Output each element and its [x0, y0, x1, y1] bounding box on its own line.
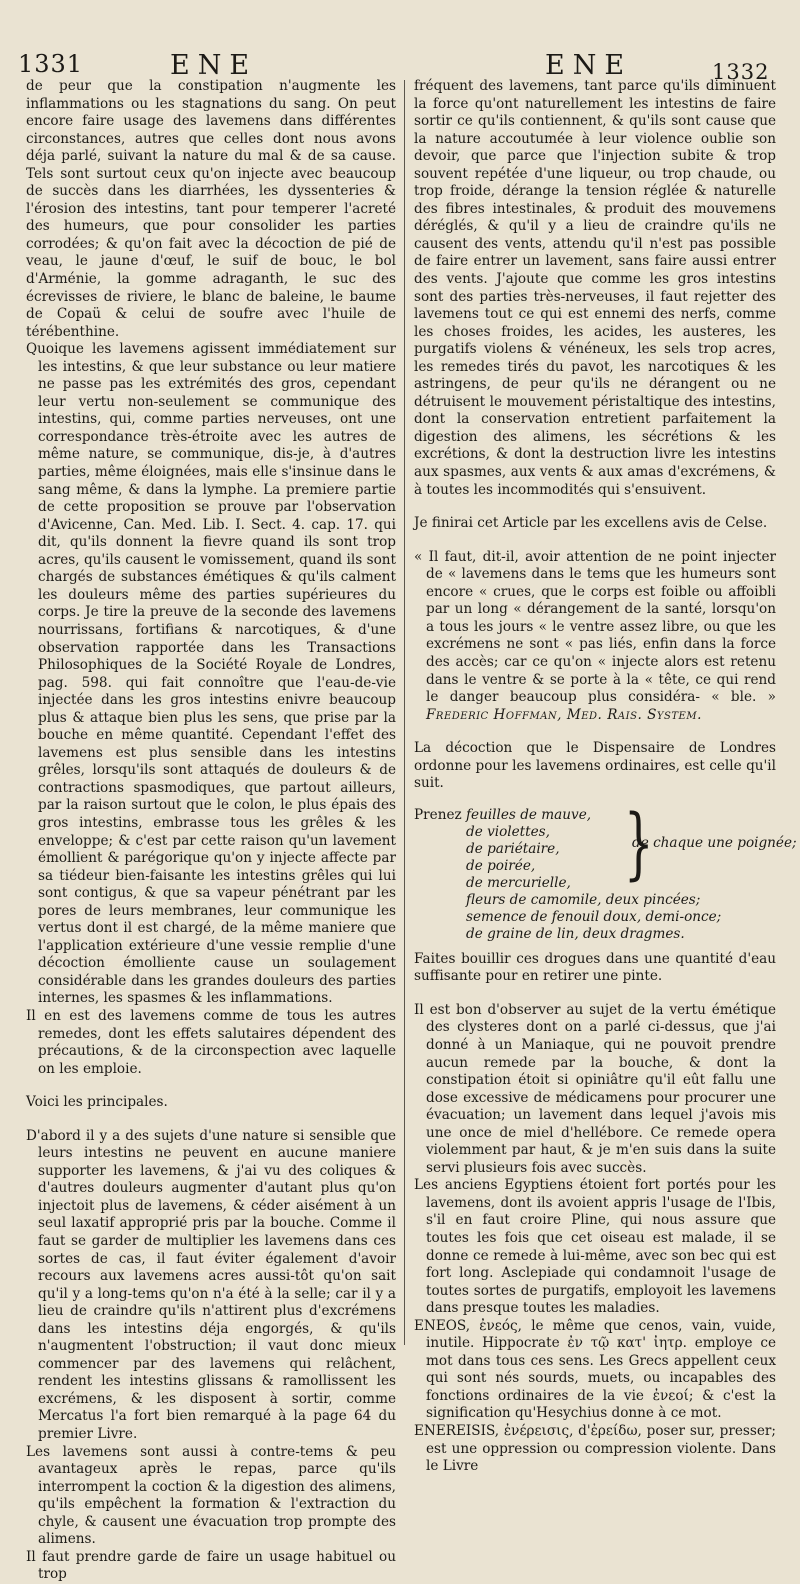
paragraph: Je finirai cet Article par les excellens avis de Celse.	[414, 515, 768, 532]
paragraph: Les lavemens sont aussi à contre-tems & peu avantageux après le repas, parce qu'ils interrompent la coction & la digestion des alimens, qu'ils empêchent la formation & l'extraction du chyle, & causent une évacuation trop prompte des alimens.	[26, 1443, 396, 1548]
paragraph: D'abord il y a des sujets d'une nature si sensible que leurs intestins ne peuvent en aucune maniere supporter les lavemens, & j'ai vu des coliques & d'autres douleurs augmenter d'autant plus qu'on injectoit plus de lavemens, & céder aisément à un seul laxatif approprié pris par la bouche. Comme il faut se garder de multiplier les lavemens dans ces sortes de cas, il faut éviter également d'avoir recours aux lavemens acres aussi-tôt qu'on sait qu'il y a long-tems qu'on n'a été à la selle; car il y a lieu de craindre qu'ils n'attirent plus d'excrémens dans les intestins déja engorgés, & qu'ils n'augmentent l'obstruction; il vaut donc mieux commencer par des lavemens qui relâchent, rendent les intestins glissans & ramollissent les excrémens, & les disposent à sortir, comme Mercatus l'a fort bien remarqué à la page 64 du premier Livre.	[26, 1127, 396, 1443]
paragraph: fréquent des lavemens, tant parce qu'ils diminuent la force qu'ont naturellement les intestins de faire sortir ce qu'ils contiennent, & qu'ils sont cause que la nature accoutumée à leur violence oublie son devoir, que parce que l'injection subite & trop souvent repétée d'une liqueur, ou trop chaude, ou trop froide, dérange la tension réglée & naturelle des fibres intestinales, & produit des mouvemens déréglés, & qu'il y a lieu de craindre qu'ils ne causent des vents, attendu qu'il n'est pas possible de faire entrer un lavement, sans faire aussi entrer des vents. J'ajoute que comme les gros intestins sont des parties très-nerveuses, il faut rejetter des lavemens tout ce qui est ennemi des nerfs, comme les choses froides, les acides, les austeres, les purgatifs violens & vénéneux, les sels trop acres, les remedes tirés du pavot, les narcotiques & les astringens, de peur qu'ils ne dérangent ou ne détruisent le mouvement péristaltique des intestins, dont la conservation entretient parfaitement la digestion des alimens, les sécrétions & les excrétions, & dont la destruction livre les intestins aux spasmes, aux vents & aux amas d'excrémens, & à toutes les incommodités qui s'ensuivent.	[414, 78, 776, 498]
recipe-item: de mercurielle,	[466, 874, 571, 891]
recipe-block	[414, 798, 797, 942]
paragraph: de peur que la constipation n'augmente les inflammations ou les stagnations du sang. On peut encore faire usage des lavemens dans différentes circonstances, autres que celles dont nous avons déja parlé, suivant la nature du mal & de sa cause. Tels sont surtout ceux qu'on injecte avec beaucoup de succès dans les diarrhées, les dyssenteries & l'érosion des intestins, tant pour temperer l'acreté des humeurs, que pour consolider les parties corrodées; & qu'on fait avec la décoction de pié de veau, le jaune d'œuf, le suif de bouc, le bol d'Arménie, la gomme adraganth, le suc des écrevisses de riviere, le blanc de baleine, le baume de Copaü & celui de soufre avec l'huile de térébenthine.	[26, 78, 396, 340]
recipe-prenez: Prenez	[414, 806, 462, 823]
column-divider	[404, 80, 405, 1345]
quote-text: « Il faut, dit-il, avoir attention de ne point injecter de « lavemens dans le tems que les humeurs sont encore « crues, que le corps est foible ou affoibli par un long « dérangement de la santé, lorsqu'on a tous les jours « le ventre assez libre, ou que les excrémens ne sont « pas liés, enfin dans la force des accès; car ce qu'on « injecte alors est retenu dans le ventre & se porte à la « tête, ce qui rend le danger beaucoup plus considéra- « ble. »	[414, 548, 776, 706]
left-column	[26, 78, 396, 1584]
paragraph: Voici les principales.	[26, 1094, 168, 1111]
right-page-number: 1332	[712, 60, 770, 84]
recipe-brace: }	[623, 798, 654, 889]
recipe-item: de pariétaire,	[466, 840, 560, 857]
celse-quote	[414, 549, 776, 724]
paragraph: Il en est des lavemens comme de tous les autres remedes, dont les effets salutaires dépendent des précautions, & de la circonspection avec laquelle on les emploie.	[26, 1007, 396, 1077]
right-column	[414, 78, 797, 1476]
recipe-item: de violettes,	[466, 823, 550, 840]
recipe-item: de poirée,	[466, 857, 536, 874]
recipe-each: de chaque une poignée;	[632, 834, 797, 851]
entry-eneos: ENEOS, ἐνεός, le même que cenos, vain, vuide, inutile. Hippocrate ἐν τῷ κατ' ἰητρ. employe ce mot dans tous ces sens. Les Grecs appellent ceux qui sont nés sourds, muets, ou incapables des fonctions ordinaires de la vie ἐνεοί; & c'est la signification qu'Hesychius donne à ce mot.	[414, 1317, 776, 1422]
paragraph: Faites bouillir ces drogues dans une quantité d'eau suffisante pour en retirer une pinte.	[414, 950, 776, 985]
paragraph: Il est bon d'observer au sujet de la vertu émétique des clysteres dont on a parlé ci-dessus, que j'ai donné à un Maniaque, qui ne pouvoit prendre aucun remede par la bouche, & dont la constipation étoit si opiniâtre qu'il eût fallu une dose excessive de médicamens pour procurer une évacuation; un lavement dans lequel j'avois mis une once de miel d'hellébore. Ce remede opera violemment par haut, & je m'en suis dans la suite servi plusieurs fois avec succès.	[414, 1001, 776, 1176]
recipe-item: fleurs de camomile, deux pincées;	[466, 891, 701, 908]
paragraph: Les anciens Egyptiens étoient fort portés pour les lavemens, dont ils avoient appris l'usage de l'Ibis, s'il en faut croire Pline, qui nous assure que toutes les fois que cet oiseau est malade, il se donne ce remede à lui-même, avec son bec qui est fort long. Asclepiade qui condamnoit l'usage de toutes sortes de purgatifs, employoit les lavemens dans presque toutes les maladies.	[414, 1177, 776, 1317]
recipe-item: semence de fenouil doux, demi-once;	[466, 908, 722, 925]
paragraph: Quoique les lavemens agissent immédiatement sur les intestins, & que leur substance ou leur matiere ne passe pas les extrémités des gros, cependant leur vertu non-seulement se communique des intestins, qui, comme parties nerveuses, ont une correspondance très-étroite avec les autres de même nature, se communique, dis-je, à d'autres parties, même éloignées, mais elle s'insinue dans le sang même, & dans la lymphe. La premiere partie de cette proposition se prouve par l'observation d'Avicenne, Can. Med. Lib. I. Sect. 4. cap. 17. qui dit, qu'ils donnent la fievre quand ils sont trop acres, qu'ils causent le vomissement, quand ils sont chargés de substances émétiques & qu'ils calment les douleurs même des parties supérieures du corps. Je tire la preuve de la seconde des lavemens nourrissans, fortifians & narcotiques, & d'une observation rapportée dans les Transactions Philosophiques de la Société Royale de Londres, pag. 598. qui fait connoître que l'eau-de-vie injectée dans les gros intestins enivre beaucoup plus & attaque bien plus les sens, que prise par la bouche en même quantité. Cependant l'effet des lavemens est plus sensible dans les intestins grêles, lorsqu'ils sont attaqués de douleurs & de contractions spasmodiques, que partout ailleurs, par la raison surtout que le colon, le plus épais des gros intestins, embrasse tous les grêles & les enveloppe; & c'est par cette raison qu'un lavement émollient & parégorique qu'on y injecte affecte par sa tiédeur bien-faisante les intestins grêles qui lui sont contigus, & que sa vapeur pénétrant par les pores de leurs membranes, leur communique les vertus dont il est chargé, de la même maniere que l'application extérieure d'une vessie remplie d'une décoction émolliente cause un soulagement considérable dans les grandes douleurs des parties internes, les spasmes & les inflammations.	[26, 341, 396, 1007]
left-running-head: ENE	[170, 50, 258, 81]
left-page-number: 1331	[18, 50, 84, 78]
entry-enereisis: ENEREISIS, ἐνέρεισις, d'ἐρείδω, poser sur, presser; est une oppression ou compression violente. Dans le Livre	[414, 1423, 776, 1475]
recipe-item: feuilles de mauve,	[466, 806, 592, 823]
recipe-item: de graine de lin, deux dragmes.	[466, 925, 685, 942]
paragraph: Il faut prendre garde de faire un usage habituel ou trop	[26, 1548, 396, 1583]
paragraph: La décoction que le Dispensaire de Londres ordonne pour les lavemens ordinaires, est celle qu'il suit.	[414, 740, 776, 792]
quote-source: Frederic Hoffman, Med. Rais. System.	[426, 706, 702, 723]
right-running-head: ENE	[545, 50, 633, 81]
